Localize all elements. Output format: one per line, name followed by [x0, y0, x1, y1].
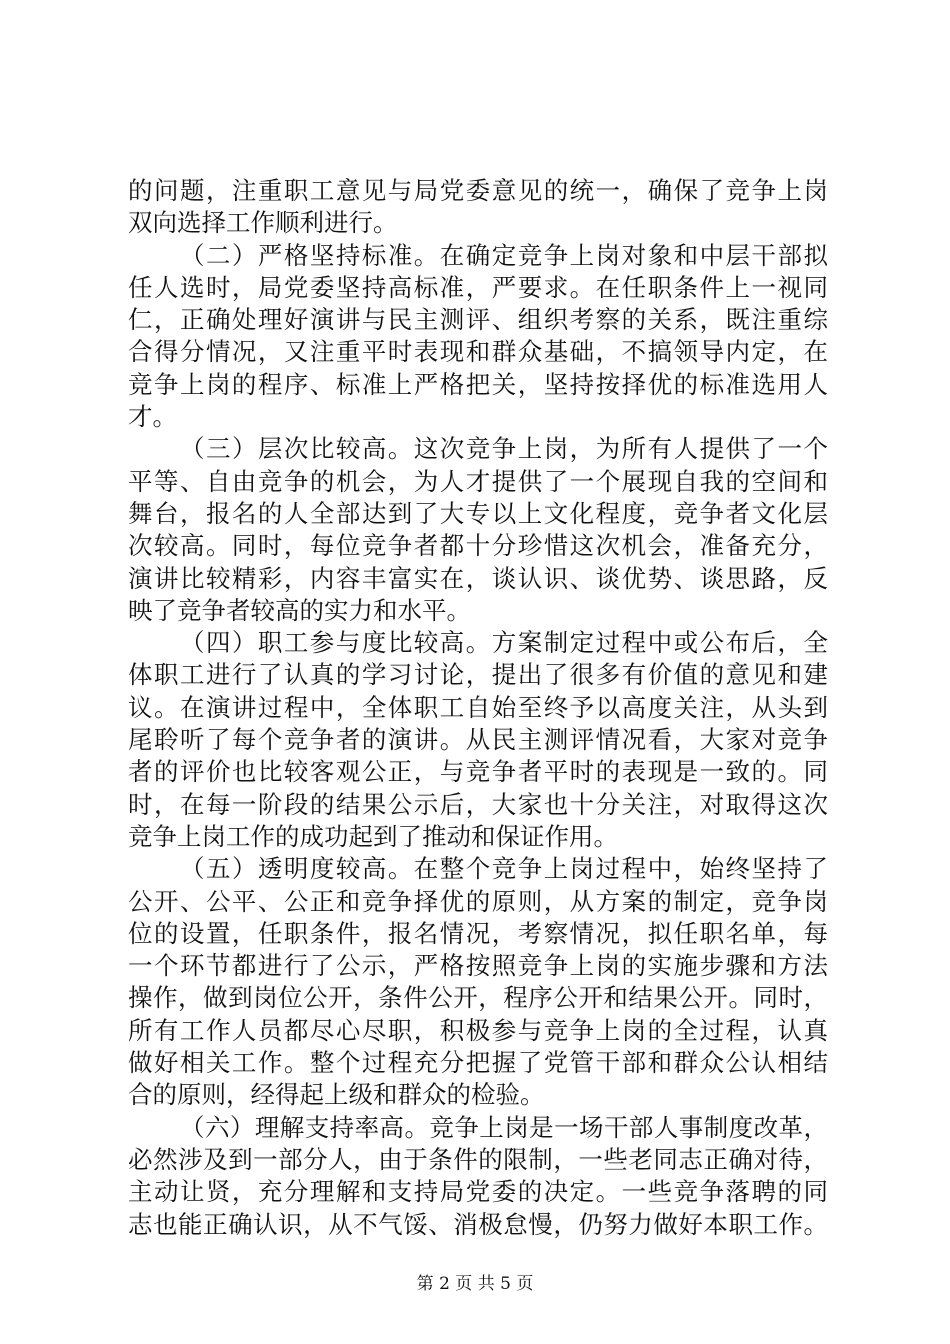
text-line: （六）理解支持率高。竞争上岗是一场干部人事制度改革，: [180, 1112, 828, 1142]
page-number-footer: 第 2 页 共 5 页: [416, 1274, 534, 1294]
text-line: 位的设置，任职条件，报名情况，考察情况，拟任职名单，每: [128, 918, 828, 948]
text-line: 任人选时，局党委坚持高标准，严要求。在任职条件上一视同: [128, 272, 828, 302]
document-body: [128, 175, 828, 1241]
text-line: 平等、自由竞争的机会，为人才提供了一个展现自我的空间和: [128, 466, 828, 496]
text-line: 公开、公平、公正和竞争择优的原则，从方案的制定，竞争岗: [128, 886, 828, 916]
text-line: 舞台，报名的人全部达到了大专以上文化程度，竞争者文化层: [128, 498, 828, 528]
text-line: 合得分情况，又注重平时表现和群众基础，不搞领导内定，在: [128, 337, 828, 367]
text-line: 时，在每一阶段的结果公示后，大家也十分关注，对取得这次: [128, 789, 828, 819]
text-line: 必然涉及到一部分人，由于条件的限制，一些老同志正确对待，: [128, 1144, 828, 1174]
text-line: 仁，正确处理好演讲与民主测评、组织考察的关系，既注重综: [128, 305, 828, 335]
text-line: 尾聆听了每个竞争者的演讲。从民主测评情况看，大家对竞争: [128, 725, 828, 755]
text-line: 主动让贤，充分理解和支持局党委的决定。一些竞争落聘的同: [128, 1177, 828, 1207]
text-line: 映了竞争者较高的实力和水平。: [128, 595, 471, 625]
text-line: 一个环节都进行了公示，严格按照竞争上岗的实施步骤和方法: [128, 951, 828, 981]
text-line: 所有工作人员都尽心尽职，积极参与竞争上岗的全过程，认真: [128, 1015, 828, 1045]
text-line: 竞争上岗工作的成功起到了推动和保证作用。: [128, 821, 618, 851]
text-line: 合的原则，经得起上级和群众的检验。: [128, 1080, 545, 1110]
text-line: 竞争上岗的程序、标准上严格把关，坚持按择优的标准选用人: [128, 369, 828, 399]
text-line: 双向选择工作顺利进行。: [128, 208, 398, 238]
text-line: 操作，做到岗位公开，条件公开，程序公开和结果公开。同时，: [128, 983, 828, 1013]
text-line: 才。: [128, 402, 177, 432]
text-line: （五）透明度较高。在整个竞争上岗过程中，始终坚持了: [180, 854, 828, 884]
text-line: 议。在演讲过程中，全体职工自始至终予以高度关注，从头到: [128, 692, 828, 722]
text-line: （三）层次比较高。这次竞争上岗，为所有人提供了一个: [180, 434, 828, 464]
text-line: 体职工进行了认真的学习讨论，提出了很多有价值的意见和建: [128, 660, 828, 690]
text-line: 次较高。同时，每位竞争者都十分珍惜这次机会，准备充分，: [128, 531, 828, 561]
text-line: （四）职工参与度比较高。方案制定过程中或公布后，全: [180, 628, 828, 658]
text-line: 的问题，注重职工意见与局党委意见的统一，确保了竞争上岗: [128, 176, 828, 205]
text-line: （二）严格坚持标准。在确定竞争上岗对象和中层干部拟: [180, 240, 828, 270]
text-line: 做好相关工作。整个过程充分把握了党管干部和群众公认相结: [128, 1048, 828, 1078]
text-line: 志也能正确认识，从不气馁、消极怠慢，仍努力做好本职工作。: [128, 1209, 828, 1239]
text-line: 者的评价也比较客观公正，与竞争者平时的表现是一致的。同: [128, 757, 828, 787]
text-line: 演讲比较精彩，内容丰富实在，谈认识、谈优势、谈思路，反: [128, 563, 828, 593]
